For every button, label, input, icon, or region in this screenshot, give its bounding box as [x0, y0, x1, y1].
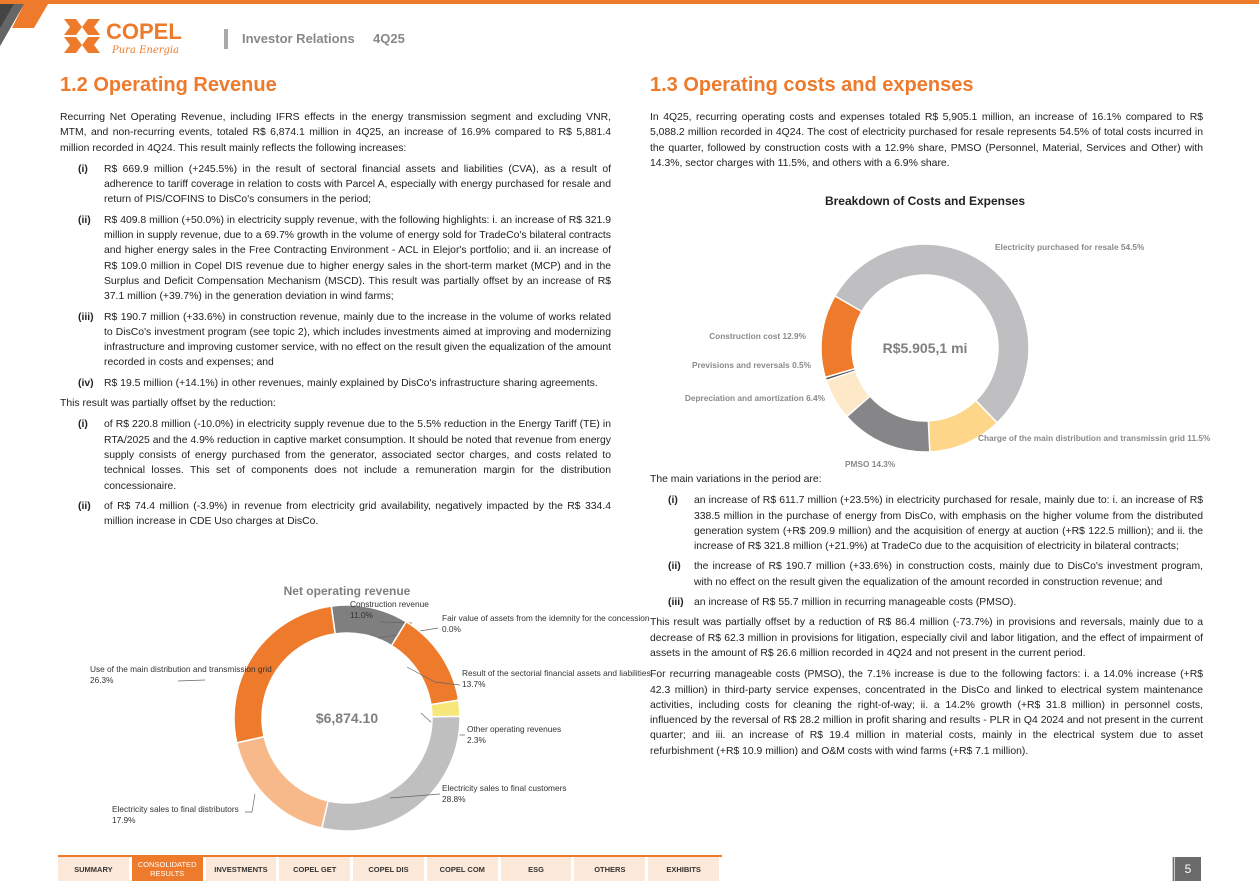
slice-label: Fair value of assets from the idemnity for the concession: [442, 613, 650, 623]
list-item: [60, 162, 611, 208]
header-section: Investor Relations: [242, 31, 355, 46]
list-text: of R$ 220.8 million (-10.0%) in electricity supply revenue due to the 5.5% reduction in the Energy Tariff (TE) in RTA/2025 and the 4.9% reduction in captive market consumption. It should be noted that revenue from energy supply consists of energy purchased from the generator, associated sector charges, and costs related to technical losses. This set of components does not include a remuneration margin for the distribution concessionaire.: [104, 419, 611, 492]
donut-slice: [322, 716, 460, 831]
costs-intro: In 4Q25, recurring operating costs and expenses totaled R$ 5,905.1 million, an increase of 16.1% compared to R$ 5,088.2 million recorded in 4Q24. The cost of electricity purchased for resale represents 54.5% of total costs incurred in the quarter, followed by construction costs with a 12.9% share, PMSO (Personnel, Material, Services and Other) with 14.3%, sector charges with 11.5%, and others with a 6.9% share.: [650, 112, 1203, 169]
nav-tab[interactable]: COPEL COM: [427, 857, 498, 881]
slice-label: Result of the sectorial financial assets and liabilities: [462, 668, 651, 678]
slice-label: Construction cost 12.9%: [709, 331, 806, 341]
slice-label: Electricity sales to final customers: [442, 783, 567, 793]
list-text: R$ 190.7 million (+33.6%) in construction revenue, mainly due to the increase in the volume of works related to DisCo's investment program (see topic 2), which includes investments aimed at improving and modernizing infrastructure and improving customer service, with no effect on the result given the equalization of the amount recorded in costs and expenses; and: [104, 311, 611, 369]
donut-slice: [821, 296, 862, 377]
nav-tab[interactable]: OTHERS: [574, 857, 645, 881]
logo-mark-icon: [62, 15, 102, 57]
donut-slice: [392, 622, 459, 705]
chart-title: Net operating revenue: [283, 584, 411, 598]
variations-intro: The main variations in the period are:: [650, 474, 822, 485]
list-number: (ii): [78, 214, 91, 226]
nav-tab[interactable]: COPEL DIS: [353, 857, 424, 881]
slice-label: Use of the main distribution and transmission grid: [90, 664, 272, 674]
list-item: [60, 310, 611, 371]
leader-line: [178, 680, 205, 681]
slice-label: Previsions and reversals 0.5%: [692, 360, 811, 370]
slice-label: PMSO 14.3%: [845, 459, 896, 469]
slice-label: 11.0%: [350, 610, 373, 620]
header-quarter: 4Q25: [373, 31, 405, 46]
donut-slice: [237, 737, 328, 828]
list-text: R$ 19.5 million (+14.1%) in other revenues, mainly explained by DisCo's infrastructure sharing agreements.: [104, 377, 598, 389]
operating-costs-title: 1.3 Operating costs and expenses: [650, 74, 974, 96]
nav-tab[interactable]: INVESTMENTS: [206, 857, 277, 881]
nav-tab[interactable]: ESG: [501, 857, 572, 881]
page-number: 5: [1172, 857, 1201, 881]
operating-revenue-title: 1.2 Operating Revenue: [60, 74, 277, 96]
nav-tab[interactable]: EXHIBITS: [648, 857, 719, 881]
revenue-offset-intro: This result was partially offset by the reduction:: [60, 398, 276, 410]
nav-tab[interactable]: SUMMARY: [58, 857, 129, 881]
slice-label: 2.3%: [467, 735, 486, 745]
nav-tab[interactable]: CONSOLIDATED RESULTS: [132, 857, 203, 881]
costs-offset: This result was partially offset by a reduction of R$ 86.4 million (-73.7%) in provisions and reversals, mainly due to a decrease of R$ 62.3 million in provisions for litigation, especially civil and labor litigation, and the effect of impairment of assets in the amount of R$ 26.6 million recorded in 4Q24 and not present in the current period.: [650, 617, 1203, 659]
list-number: (ii): [78, 500, 91, 512]
leader-line: [245, 794, 255, 812]
slice-label: 0.0%: [442, 624, 461, 634]
slice-label: 17.9%: [112, 815, 136, 825]
list-text: an increase of R$ 55.7 million in recurring manageable costs (PMSO).: [694, 597, 1017, 609]
list-number: (iv): [78, 377, 94, 389]
slice-label: 13.7%: [462, 679, 486, 689]
list-number: (i): [78, 163, 88, 175]
list-text: R$ 409.8 million (+50.0%) in electricity supply revenue, with the following highlights: i. an increase of R$ 321.9 million in supply revenue, due to a 69.7% growth in the volume of energy sold for TradeCo's bilateral contracts and higher energy sales in the Free Contracting Environment - ACL in Elejor's portfolio; and ii. an increase of R$ 109.0 million in Copel DIS revenue due to higher energy sales in the short-term market (MCP) and in the Surplus and Deficit Compensation Mechanism (MSCD). This result was partially offset by an increase of R$ 37.1 million (+39.7%) in the generation deviation in wind farms;: [104, 214, 611, 303]
list-item: [60, 417, 611, 493]
list-number: (i): [668, 495, 678, 507]
operating-costs-intro: [650, 110, 1203, 177]
header-divider: [224, 29, 228, 49]
revenue-intro: Recurring Net Operating Revenue, including IFRS effects in the energy transmission segment and excluding VNR, MTM, and non-recurring events, totaled R$ 6,874.1 million in 4Q25, an increase of 16.9% compared to R$ 5,881.4 million recorded in 4Q24. This result mainly reflects the following increases:: [60, 112, 611, 154]
list-item: [650, 493, 1203, 554]
copel-logo: [62, 15, 192, 63]
list-item: [60, 499, 611, 530]
logo-tagline: Pura Energia: [112, 45, 180, 56]
center-label: R$5.905,1 mi: [882, 340, 968, 356]
list-number: (iii): [78, 311, 94, 323]
list-number: (i): [78, 419, 88, 431]
pmso-paragraph: For recurring manageable costs (PMSO), the 7.1% increase is due to the following factors: i. a 14.0% increase (+R$ 42.3 million) in third-party service expenses, concentrated in the DisCo and linked to electrical system maintenance activities, including costs for cleaning the right-of-way; ii. a 14.2% growth (+R$ 31.8 million) in personnel costs, influenced by the reversal of R$ 28.2 million in profit sharing and results - PLR in Q4 2024 and not present in the current quarter; and iii. an increase of R$ 19.4 million in material costs, mainly in the electrical system due to asset refurbishment (+R$ 10.9 million) and O&M costs with wind farms (+R$ 7.1 million).: [650, 669, 1203, 757]
operating-costs-text: [650, 472, 1203, 765]
list-item: [60, 376, 611, 391]
slice-label: Charge of the main distribution and transmissin grid 11.5%: [978, 433, 1211, 443]
net-operating-revenue-chart: [60, 580, 651, 830]
center-label: $6,874.10: [315, 710, 379, 726]
list-item: [650, 559, 1203, 590]
list-text: R$ 669.9 million (+245.5%) in the result of sectoral financial assets and liabilities (CVA), as a result of adherence to tariff coverage in relation to costs with Parcel A, especially with energy purchased for resale and return of PIS/COFINS to DisCo's consumers in the period;: [104, 163, 611, 206]
slice-label: 26.3%: [90, 675, 114, 685]
nav-tab[interactable]: COPEL GET: [279, 857, 350, 881]
slice-label: Electricity purchased for resale 54.5%: [995, 242, 1145, 252]
top-accent-bar: [0, 0, 1259, 4]
slice-label: Other operating revenues: [467, 724, 562, 734]
section-nav: [58, 855, 722, 881]
costs-breakdown-chart: [660, 190, 1211, 470]
list-item: [650, 595, 1203, 610]
corner-decoration: [0, 0, 60, 60]
list-text: the increase of R$ 190.7 million (+33.6%) in construction costs, mainly due to DisCo's investment program, with no effect on the result given the equalization of the amount recorded in construction revenue; and: [694, 561, 1203, 588]
list-item: [60, 213, 611, 305]
list-text: an increase of R$ 611.7 million (+23.5%) in electricity purchased for resale, mainly due to: i. an increase of R$ 338.5 million in the purchase of energy from DisCo, with emphasis on the higher volume from the distributed generation system (+R$ 209.9 million) and the acquisition of energy at auction (+R$ 122.5 million); and ii. the increase of R$ 321.8 million (+21.9%) at TradeCo due to the acquisition of electricity in bilateral contracts;: [694, 495, 1203, 553]
slice-label: Electricity sales to final distributors: [112, 804, 239, 814]
operating-revenue-text: [60, 110, 611, 534]
list-text: of R$ 74.4 million (-3.9%) in revenue from electricity grid availability, negatively impacted by the R$ 334.4 million increase in CDE Uso charges at DisCo.: [104, 500, 611, 528]
chart-title: Breakdown of Costs and Expenses: [824, 194, 1026, 208]
list-number: (ii): [668, 561, 681, 573]
list-number: (iii): [668, 597, 684, 609]
slice-label: Depreciation and amortization 6.4%: [684, 393, 825, 403]
slice-label: Construction revenue: [350, 599, 429, 609]
logo-brand: COPEL: [106, 19, 182, 44]
slice-label: 28.8%: [442, 794, 466, 804]
